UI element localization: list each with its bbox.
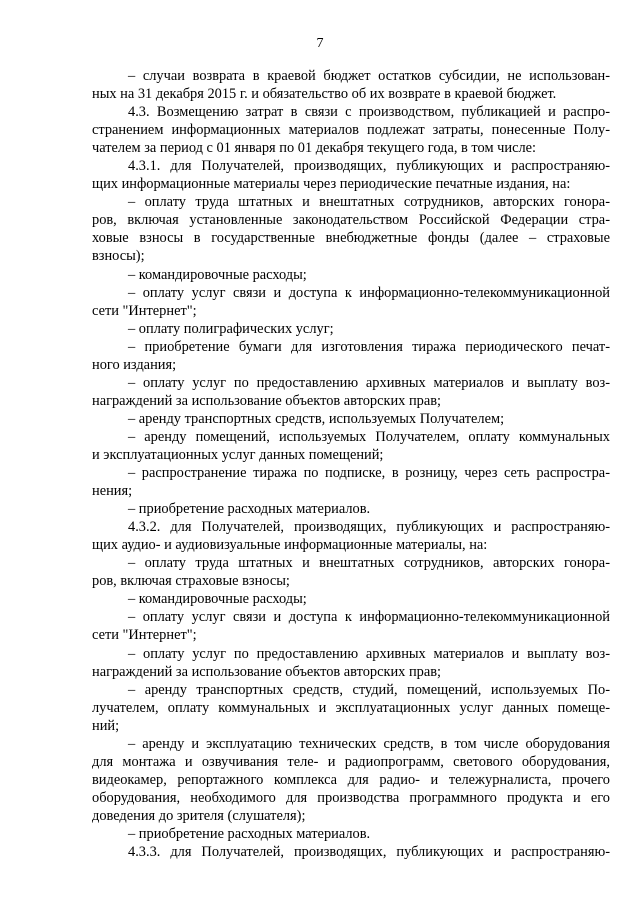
page-number: 7: [316, 36, 324, 51]
text-line: – оплату полиграфических услуг;: [128, 320, 334, 337]
text-line: для монтажа и озвучивания теле- и радиопрограмм, светового оборудования,: [92, 753, 610, 770]
text-line: оборудования, необходимого для производства программного продукта и его: [92, 789, 610, 806]
text-line: – оплату услуг связи и доступа к информационно-телекоммуникационной: [128, 284, 610, 301]
text-line: – оплату труда штатных и внештатных сотрудников, авторских гонора-: [128, 194, 610, 211]
text-line: странением информационных материалов подлежат затраты, понесенные Полу-: [92, 122, 610, 139]
document-body: [92, 67, 610, 861]
text-line: лучателем, оплату коммунальных и эксплуатационных услуг данных помеще-: [92, 699, 610, 716]
text-line: 4.3.3. для Получателей, производящих, публикующих и распространяю-: [128, 844, 610, 861]
text-line: взносы);: [92, 248, 145, 265]
text-line: щих информационные материалы через периодические печатные издания, на:: [92, 176, 571, 193]
text-line: – оплату услуг связи и доступа к информационно-телекоммуникационной: [128, 609, 610, 626]
text-line: щих аудио- и аудиовизуальные информационные материалы, на:: [92, 537, 488, 554]
text-line: 4.3.2. для Получателей, производящих, публикующих и распространяю-: [128, 519, 610, 536]
text-line: 4.3.1. для Получателей, производящих, публикующих и распространяю-: [128, 158, 610, 175]
text-line: ний;: [92, 717, 120, 734]
text-line: видеокамер, репортажного комплекса для радио- и тележурналиста, прочего: [92, 771, 610, 788]
text-line: сети "Интернет";: [92, 627, 197, 644]
text-line: – распространение тиража по подписке, в розницу, через сеть распростра-: [128, 465, 610, 482]
text-line: ного издания;: [92, 356, 177, 373]
text-line: – командировочные расходы;: [128, 591, 307, 608]
text-line: – аренду помещений, используемых Получателем, оплату коммунальных: [128, 428, 610, 445]
text-line: – аренду и эксплуатацию технических средств, в том числе оборудования: [128, 735, 610, 752]
text-line: и эксплуатационных услуг данных помещений;: [92, 446, 384, 463]
text-line: сети "Интернет";: [92, 302, 197, 319]
text-line: чателем за период с 01 января по 01 декабря текущего года, в том числе:: [92, 140, 537, 157]
text-line: – аренду транспортных средств, используемых Получателем;: [128, 410, 505, 427]
text-line: – приобретение расходных материалов.: [128, 825, 371, 842]
text-line: – оплату услуг по предоставлению архивных материалов и выплату воз-: [128, 374, 610, 391]
text-line: – командировочные расходы;: [128, 266, 307, 283]
text-line: – аренду транспортных средств, студий, помещений, используемых По-: [128, 681, 610, 698]
text-line: – оплату труда штатных и внештатных сотрудников, авторских гонора-: [128, 555, 610, 572]
text-line: доведения до зрителя (слушателя);: [92, 807, 306, 824]
text-line: – приобретение бумаги для изготовления тиража периодического печат-: [128, 338, 610, 355]
text-line: ров, включая установленные законодательством Российской Федерации стра-: [92, 212, 610, 229]
text-line: награждений за использование объектов авторских прав;: [92, 392, 442, 409]
text-line: 4.3. Возмещению затрат в связи с производством, публикацией и распро-: [128, 104, 610, 121]
text-line: – оплату услуг по предоставлению архивных материалов и выплату воз-: [128, 645, 610, 662]
text-line: награждений за использование объектов авторских прав;: [92, 663, 442, 680]
text-line: – случаи возврата в краевой бюджет остатков субсидии, не использован-: [128, 68, 610, 84]
text-line: ховые взносы в государственные внебюджетные фонды (далее – страховые: [92, 230, 610, 247]
text-line: – приобретение расходных материалов.: [128, 501, 371, 518]
text-line: нения;: [92, 483, 133, 500]
text-line: ров, включая страховые взносы;: [92, 573, 290, 590]
text-line: ных на 31 декабря 2015 г. и обязательство об их возврате в краевой бюджет.: [92, 86, 557, 103]
